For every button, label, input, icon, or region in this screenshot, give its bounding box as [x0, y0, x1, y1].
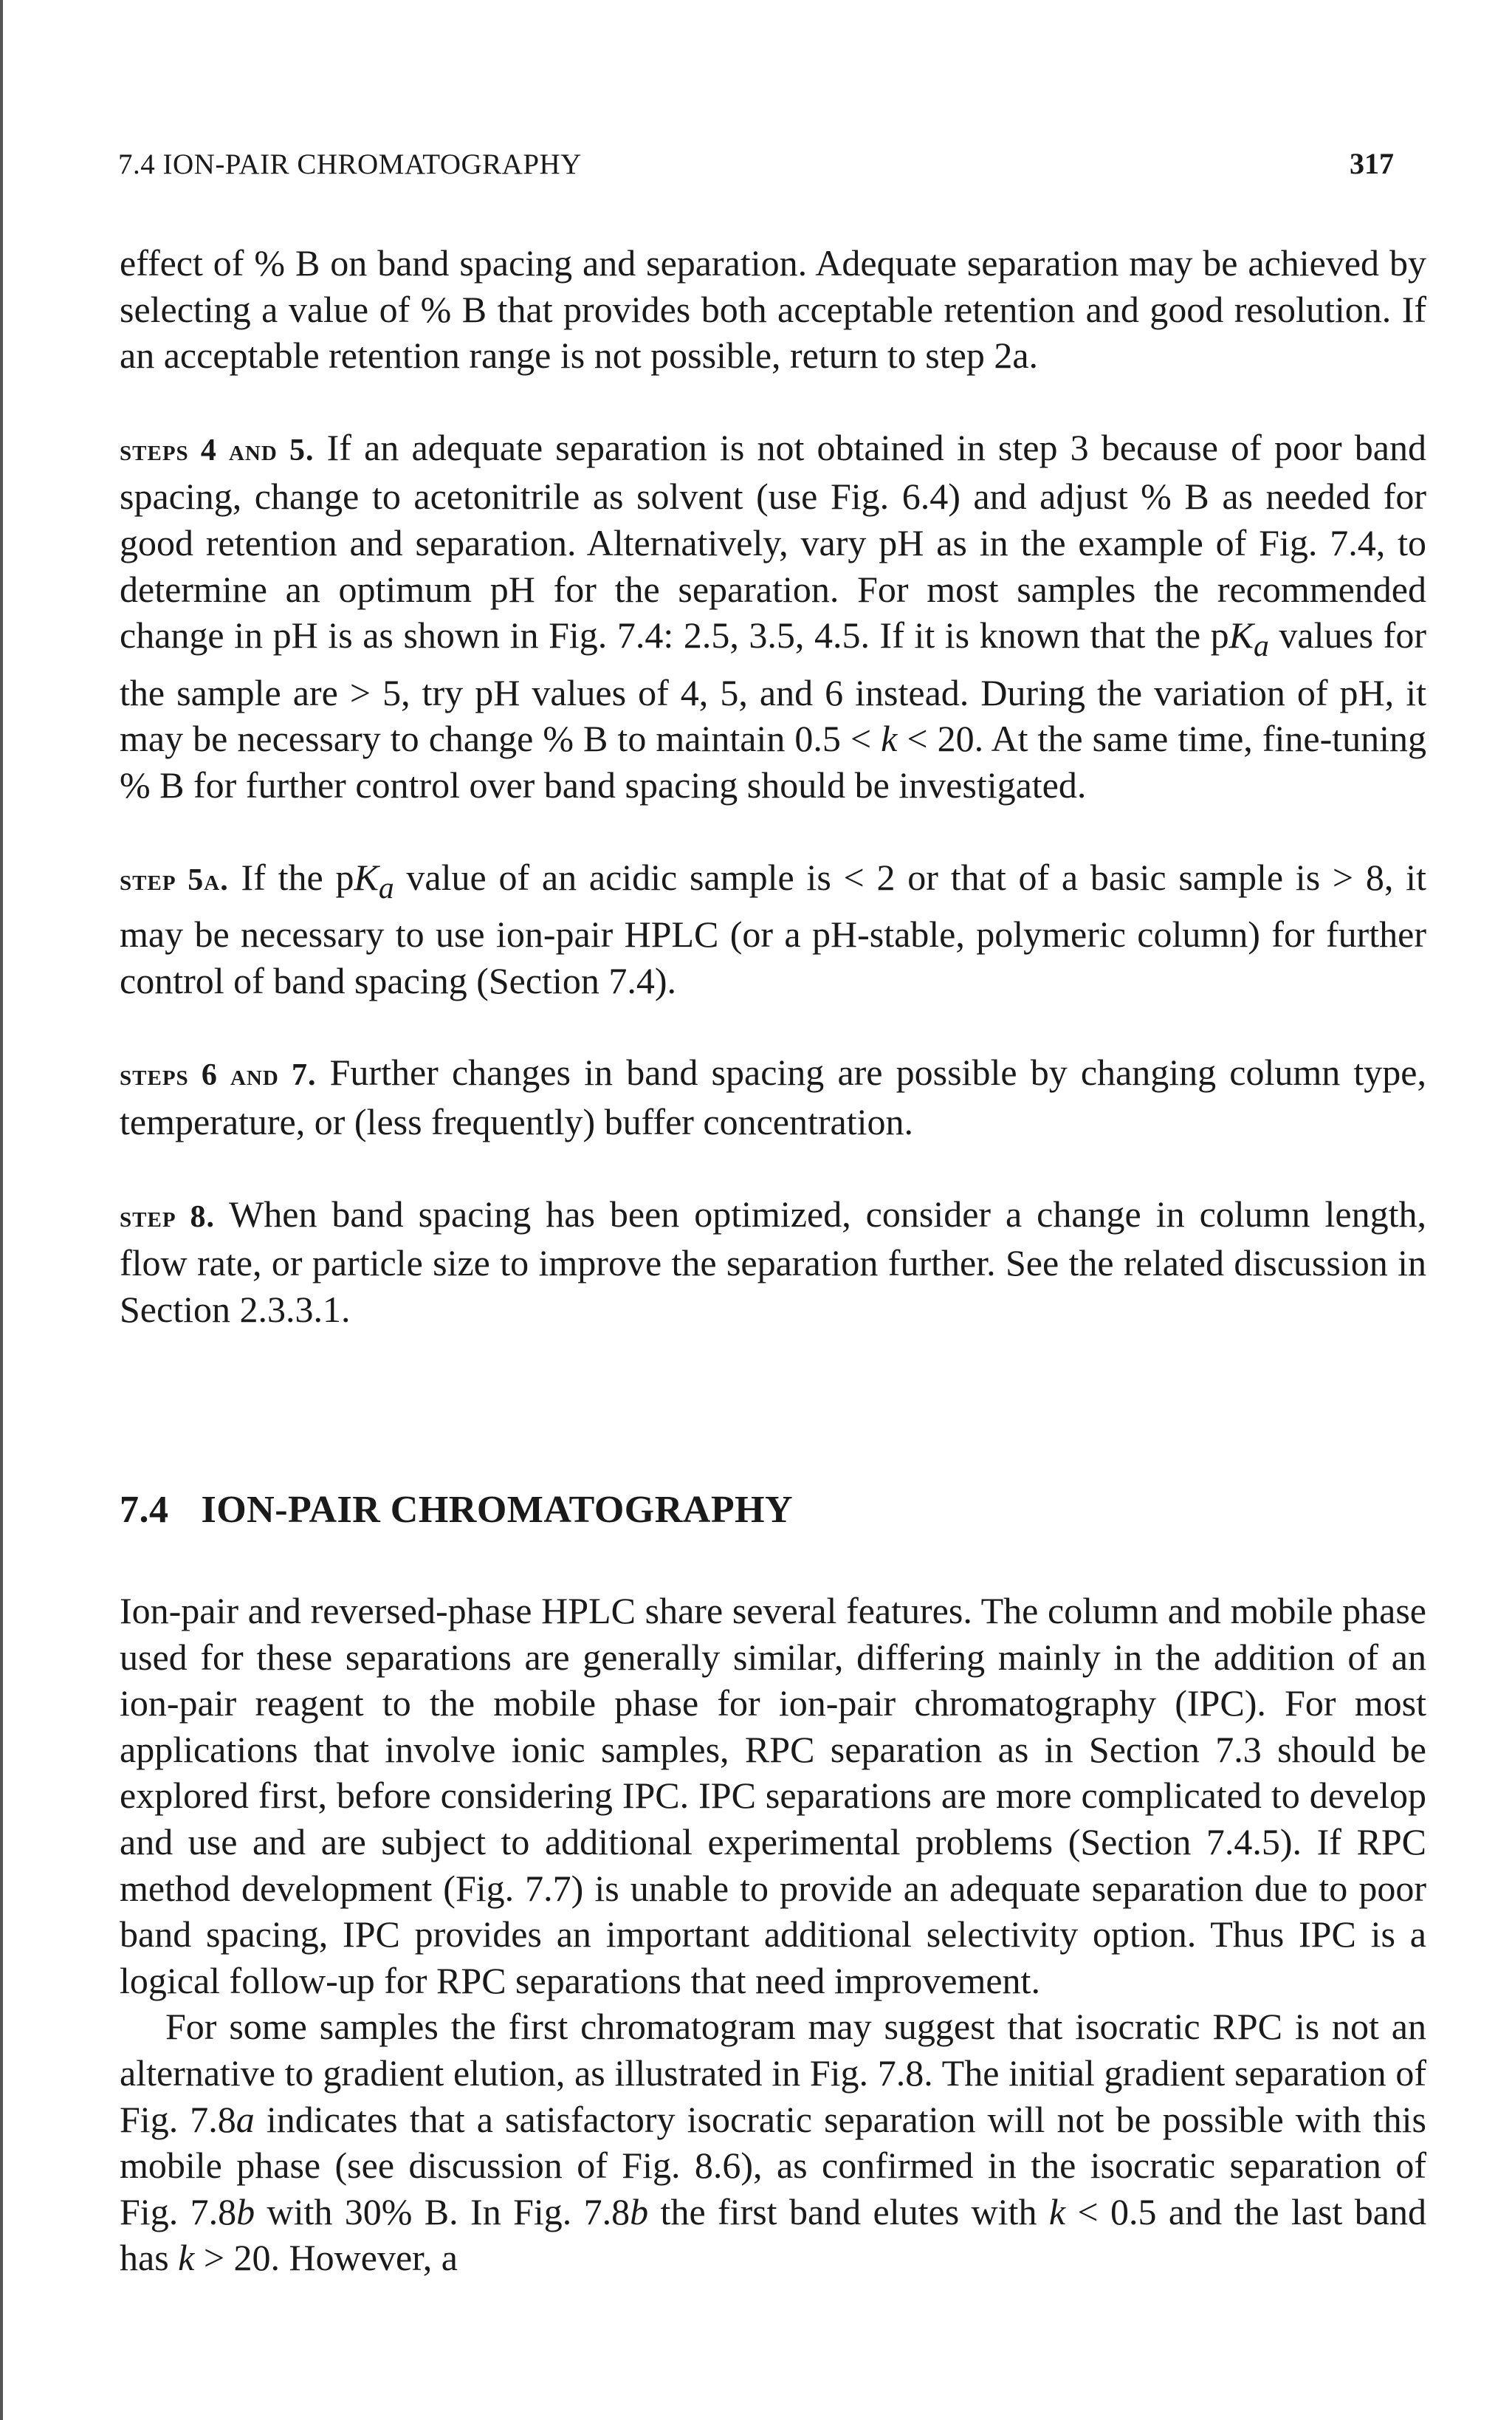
italic-symbol: k	[881, 718, 898, 760]
italic-figure-letter: b	[236, 2190, 255, 2232]
upper-text-block	[120, 240, 1426, 1332]
paragraph-text: indicates that a satisfactory isocratic separation will not be possible with this mobile phase (see discussion of Fig. 8.6), as confirmed in the isocratic separation of Fig. 7.8	[120, 2098, 1426, 2232]
paragraph-steps-4-5	[120, 425, 1426, 809]
italic-symbol: k	[1048, 2190, 1066, 2232]
section-title: ION-PAIR CHROMATOGRAPHY	[201, 1489, 794, 1531]
paragraph-step-8	[120, 1191, 1426, 1333]
paragraph-text: < 20. At the same time, fine-tuning % B for further control over band spacing should be investigated.	[120, 718, 1427, 806]
running-head-section: 7.4 ION-PAIR CHROMATOGRAPHY	[118, 148, 582, 180]
italic-symbol: k	[178, 2237, 195, 2279]
page-number: 317	[1350, 147, 1394, 180]
step-label: step 8.	[120, 1199, 215, 1234]
paragraph-text: Ion-pair and reversed-phase HPLC share several features. The column and mobile phase used for these separations are generally similar, differing mainly in the addition of an ion-pair reagent to the mobile phase for ion-pair chromatography (IPC). For most applications that involve ionic samples, RPC separation as in Section 7.3 should be explored first, before considering IPC. IPC separations are more complicated to develop and use and are subject to additional experimental problems (Section 7.4.5). If RPC method development (Fig. 7.7) is unable to provide an adequate separation due to poor band spacing, IPC provides an important additional selectivity option. Thus IPC is a logical follow-up for RPC separations that need improvement.	[120, 1590, 1426, 2001]
paragraph-6	[120, 1588, 1426, 2003]
step-label: steps 6 and 7.	[120, 1058, 317, 1093]
paragraph-text: If the p	[228, 856, 354, 898]
section-number: 7.4	[120, 1489, 169, 1531]
paragraph-steps-6-7	[120, 1049, 1426, 1145]
running-head	[118, 146, 1394, 191]
paragraph-text: When band spacing has been optimized, consider a change in column length, flow rate, or particle size to improve the separation further. See the related discussion in Section 2.3.3.1.	[120, 1193, 1426, 1330]
paragraph-text: values for the sample are > 5, try pH values of 4, 5, and 6 instead. During the variation of pH, it may be necessary to change % B to maintain 0.5 <	[120, 614, 1426, 760]
paragraph-step-5a	[120, 854, 1426, 1004]
subscript: a	[1253, 629, 1269, 664]
paragraph-1	[120, 240, 1426, 379]
paragraph-text: > 20. However, a	[194, 2237, 458, 2279]
paragraph-text: with 30% B. In Fig. 7.8	[255, 2190, 630, 2232]
italic-symbol: K	[354, 856, 379, 898]
step-label: step 5a.	[120, 863, 229, 897]
paragraph-text: For some samples the first chromatogram may suggest that isocratic RPC is not an alternative to gradient elution, as illustrated in Fig. 7.8. The initial gradient separation of Fig. 7.8	[120, 2006, 1426, 2140]
paragraph-text: Further changes in band spacing are possible by changing column type, temperature, or (less frequently) buffer concentration.	[120, 1052, 1426, 1142]
page-edge-line	[0, 0, 3, 2420]
italic-figure-letter: a	[236, 2098, 255, 2140]
paragraph-text: the first band elutes with	[648, 2190, 1049, 2232]
paragraph-7	[120, 2003, 1426, 2281]
subscript: a	[378, 871, 394, 905]
section-text-block	[120, 1588, 1426, 2281]
paragraph-text: < 0.5 and the last band has	[120, 2190, 1426, 2279]
italic-symbol: K	[1228, 614, 1254, 657]
paragraph-text: If an adequate separation is not obtained in step 3 because of poor band spacing, change to acetonitrile as solvent (use Fig. 6.4) and adjust % B as needed for good retention and separation. Alternatively, vary pH as in the example of Fig. 7.4, to determine an optimum pH for the separation. For most samples the recommended change in pH is as shown in Fig. 7.4: 2.5, 3.5, 4.5. If it is known that the p	[120, 426, 1426, 657]
italic-figure-letter: b	[630, 2190, 649, 2232]
paragraph-text: value of an acidic sample is < 2 or that of a basic sample is > 8, it may be necessary to use ion-pair HPLC (or a pH-stable, polymeric column) for further control of band spacing (Section 7.4).	[120, 856, 1426, 1001]
paragraph-1-text: effect of % B on band spacing and separation. Adequate separation may be achieved by selecting a value of % B that provides both acceptable retention and good resolution. If an acceptable retention range is not possible, return to step 2a.	[120, 242, 1426, 377]
section-heading	[120, 1488, 793, 1532]
step-label: steps 4 and 5.	[120, 433, 315, 467]
